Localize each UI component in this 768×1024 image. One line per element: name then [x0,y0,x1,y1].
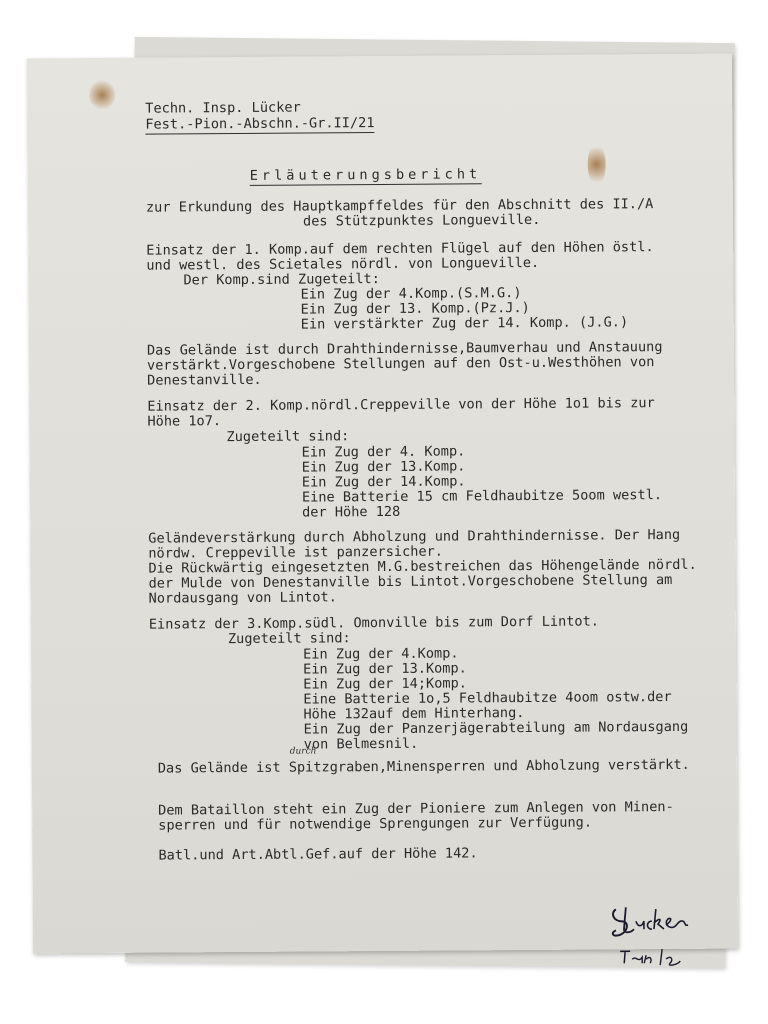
terrain3-line-1: Das Gelände ist Spitzgraben,Minensperren und Abholzung verstärkt. [157,756,690,777]
rust-stain-top-left [89,80,115,110]
document-page [27,54,738,954]
header-line-2: Fest.-Pion.-Abschn.-Gr.II/21 [145,115,375,133]
section2-item: Ein Zug der 14.Komp. [301,473,466,491]
section3-line-1: Einsatz der 3.Komp.südl. Omonville bis zum Dorf Lintot. [148,613,600,633]
terrain1-line-2: verstärkt.Vorgeschobene Stellungen auf den Ost-u.Westhöhen von [146,354,655,374]
closing-line: Batl.und Art.Abtl.Gef.auf der Höhe 142. [158,845,478,864]
rust-stain-top-right [587,142,605,186]
section3-item: Höhe 132auf dem Hinterhang. [303,705,525,723]
section3-item: von Belmesnil. [303,735,419,753]
terrain1-line-3: Denestanville. [147,371,262,389]
terrain1-line-1: Das Gelände ist durch Drahthindernisse,Baumverhau und Anstauung [146,339,663,359]
section2-item: der Höhe 128 [302,503,401,521]
terrain2-line-3: Die Rückwärtig eingesetzten M.G.bestreichen das Höhengelände nördl. [148,556,697,577]
subtitle-line-1: zur Erkundung des Hauptkampffeldes für den Abschnitt des II./A [145,196,654,216]
battalion-line-1: Dem Bataillon steht ein Zug der Pioniere zum Anlegen von Minen- [158,798,674,819]
section3-item: Ein Zug der 4.Komp. [302,645,459,663]
terrain2-line-2: nördw. Creppeville ist panzersicher. [148,543,444,562]
battalion-line-2: sperren und für notwendige Sprengungen zur Verfügung. [158,814,593,834]
section3-item: Ein Zug der 13.Komp. [303,660,467,678]
section2-item: Ein Zug der 4. Komp. [301,443,466,461]
section3-item: Ein Zug der 14;Komp. [303,675,468,693]
document-title: Erläuterungsbericht [249,166,482,184]
terrain2-line-4: der Mulde von Denestanville bis Lintot.Vorgeschobene Stellung am [148,571,673,592]
section3-line-2: Zugeteilt sind: [227,630,351,648]
section3-item: Eine Batterie 1o,5 Feldhaubitze 4oom ostw.der [303,688,672,708]
section1-line-2: und westl. des Scietales nördl. von Longueville. [146,254,540,274]
handwritten-insertion: durch [289,746,317,757]
section1-line-3: Der Komp.sind Zugeteilt: [183,271,380,289]
section2-line-1: Einsatz der 2. Komp.nördl.Creppeville von der Höhe 1o1 bis zur [147,395,655,415]
handwritten-signature [608,899,708,970]
section2-line-3: Zugeteilt sind: [226,428,350,446]
header-line-1: Techn. Insp. Lücker [145,99,301,117]
subtitle-line-2: des Stützpunktes Longueville. [302,211,541,230]
section2-item: Eine Batterie 15 cm Feldhaubitze 5oom westl. [301,487,663,506]
section1-item: Ein Zug der 13. Komp.(Pz.J.) [300,299,530,318]
terrain2-line-5: Nordausgang von Lintot. [148,589,337,607]
section1-item: Ein Zug der 4.Komp.(S.M.G.) [300,285,522,303]
section3-item: Ein Zug der Panzerjägerabteilung am Nordausgang [303,718,689,738]
section2-line-2: Höhe 1o7. [147,413,222,430]
section1-line-1: Einsatz der 1. Komp.auf dem rechten Flügel auf den Höhen östl. [146,239,654,259]
terrain2-line-1: Geländeverstärkung durch Abholzung und Drahthindernisse. Der Hang [148,526,681,547]
section1-item: Ein verstärkter Zug der 14. Komp. (J.G.) [300,314,629,333]
section2-item: Ein Zug der 13.Komp. [301,458,466,476]
